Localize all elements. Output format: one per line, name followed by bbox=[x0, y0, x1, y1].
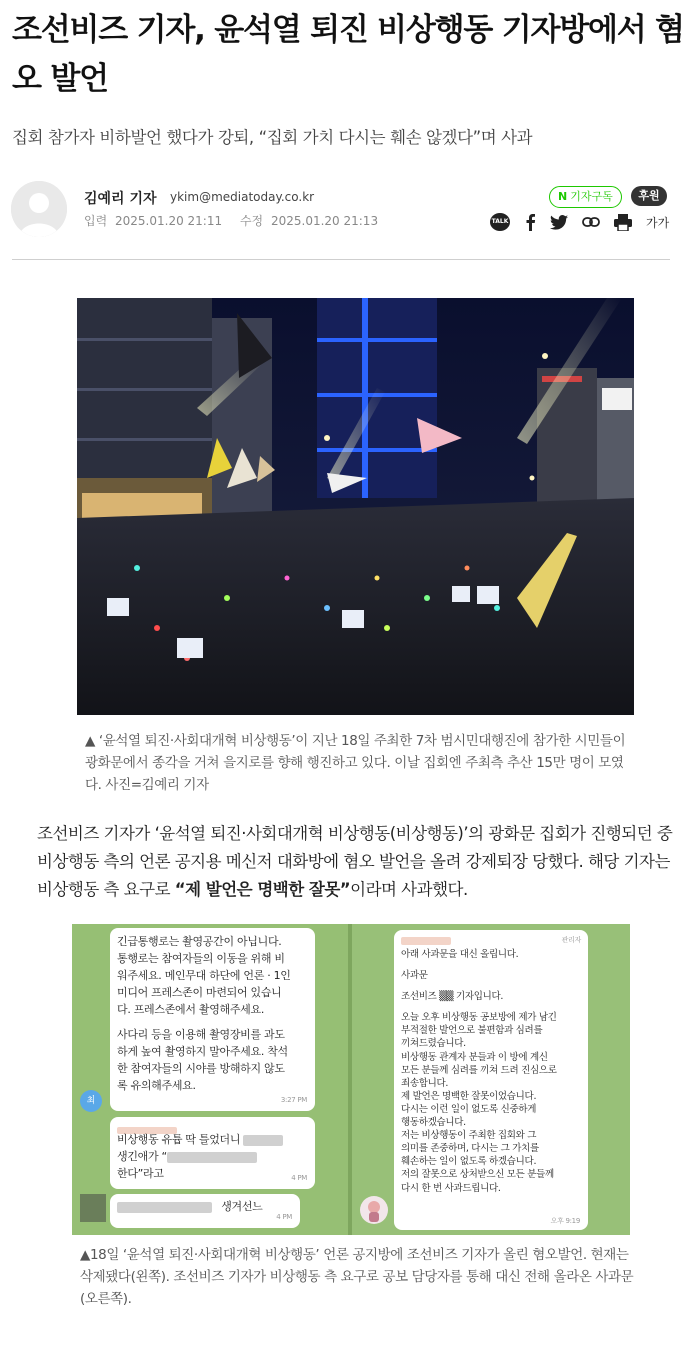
article-subheadline: 집회 참가자 비하발언 했다가 강퇴, “집회 가치 다시는 훼손 않겠다”며 사과 bbox=[12, 128, 533, 147]
apology-line: 훼손하는 일이 없도록 하겠습니다. bbox=[401, 1156, 537, 1168]
subscribe-label: 기자구독 bbox=[570, 190, 613, 203]
twitter-icon[interactable] bbox=[550, 215, 568, 230]
body-quote-bold: “제 발언은 명백한 잘못” bbox=[174, 880, 351, 899]
chat-left-panel bbox=[72, 924, 348, 1235]
input-date: 2025.01.20 21:11 bbox=[115, 214, 223, 228]
body-text-part1: 조선비즈 기자가 ‘윤석열 퇴진·사회대개혁 비상행동(비상행동)’의 광화문 집회가 진행되던 중 비상행동 측의 언론 공지용 메신저 대화방에 혐오 발언을 올려 강제퇴장 당했다. 해당 기자는 비상행동 측 요구로 bbox=[37, 824, 673, 899]
default-avatar-icon bbox=[11, 181, 67, 237]
apology-line: 오늘 오후 비상행동 공보방에 제가 남긴 bbox=[401, 1012, 557, 1024]
sender-avatar bbox=[80, 1090, 102, 1112]
message-line: 생긴애가 “ bbox=[117, 1150, 167, 1163]
apology-line: 죄송합니다. bbox=[401, 1077, 449, 1089]
apology-line: 저의 잘못으로 상처받으신 모든 분들께 bbox=[401, 1169, 554, 1181]
notice-line: 미디어 프레스존이 마련되어 있습니 bbox=[117, 986, 282, 999]
support-button[interactable]: 후원 bbox=[631, 186, 667, 206]
notice-line: 한 참여자들의 시야를 방해하지 않도 bbox=[117, 1062, 285, 1075]
message-text: 생겨선느 bbox=[221, 1200, 263, 1213]
body-text-part2: 이라며 사과했다. bbox=[350, 880, 468, 899]
author-name[interactable]: 김예리 기자 bbox=[84, 191, 157, 207]
chat-screenshot-photo bbox=[72, 924, 630, 1235]
apology-line: 사과문 bbox=[401, 970, 428, 982]
apology-bubble bbox=[394, 930, 588, 1230]
rally-photo-illustration bbox=[77, 298, 634, 715]
article-body-paragraph bbox=[37, 820, 673, 904]
notice-line: 다. 프레스존에서 촬영해주세요. bbox=[117, 1003, 265, 1016]
admin-label: 관리자 bbox=[561, 936, 581, 944]
notice-line: 통행로는 참여자들의 이동을 위해 비 bbox=[117, 952, 285, 965]
character-avatar-icon bbox=[360, 1196, 388, 1224]
author-email[interactable]: ykim@mediatoday.co.kr bbox=[170, 190, 315, 204]
message-line: 비상행동 유튭 딱 틀었더니 bbox=[117, 1133, 241, 1146]
hate-speech-bubble-2: 생겨선느 4 PM bbox=[110, 1194, 300, 1228]
link-icon[interactable] bbox=[582, 216, 600, 228]
modified-date: 2025.01.20 21:13 bbox=[270, 214, 379, 228]
print-icon[interactable] bbox=[614, 214, 632, 231]
notice-line: 긴급통행로는 촬영공간이 아닙니다. bbox=[117, 935, 282, 948]
modified-label: 수정 bbox=[239, 214, 264, 228]
blurred-avatar bbox=[80, 1194, 106, 1222]
apology-line: 아래 사과문을 대신 올립니다. bbox=[401, 949, 519, 960]
rally-photo bbox=[77, 298, 634, 715]
notice-line: 사다리 등을 이용해 촬영장비를 과도 bbox=[117, 1028, 285, 1041]
apology-line: 모든 분들께 심려를 끼쳐 드려 진심으로 bbox=[401, 1064, 557, 1076]
header-divider bbox=[12, 259, 670, 260]
hate-speech-bubble: 비상행동 유튭 딱 틀었더니 생긴애가 “ 한다”라고 4 PM bbox=[110, 1117, 315, 1189]
share-toolbar bbox=[490, 210, 669, 234]
apology-line: 행동하겠습니다. bbox=[401, 1117, 466, 1129]
apology-line: 다시는 이런 일이 없도록 신중하게 bbox=[401, 1103, 537, 1115]
apology-line: 저는 비상행동이 주최한 집회와 그 bbox=[401, 1130, 537, 1142]
article-dates bbox=[84, 212, 382, 229]
notice-line: 워주세요. 메인무대 하단에 언론 · 1인 bbox=[117, 969, 291, 982]
subscribe-reporter-button[interactable] bbox=[549, 186, 622, 208]
photo1-caption: ▲ ‘윤석열 퇴진·사회대개혁 비상행동’이 지난 18일 주최한 7차 범시민대행진에 참가한 시민들이 광화문에서 종각을 거쳐 을지로를 향해 행진하고 있다. 이날 집회엔 주최측 추산 15만 명이 모였다. 사진=김예리 기자 bbox=[85, 733, 626, 793]
admin-avatar bbox=[360, 1196, 388, 1224]
apology-line: 의미를 존중하며, 다시는 그 가치를 bbox=[401, 1143, 539, 1155]
facebook-icon[interactable] bbox=[524, 213, 536, 231]
author-avatar[interactable] bbox=[11, 181, 67, 237]
article-headline: 조선비즈 기자, 윤석열 퇴진 비상행동 기자방에서 혐오 발언 bbox=[12, 12, 684, 97]
message-time: 오후 9:19 bbox=[550, 1216, 580, 1225]
chat-right-panel bbox=[352, 924, 630, 1235]
apology-line: 비상행동 관계자 분들과 이 방에 계신 bbox=[401, 1051, 548, 1063]
message-time: 4 bbox=[291, 1174, 296, 1182]
kakaotalk-icon[interactable]: TALK bbox=[490, 213, 510, 231]
message-time: 4 bbox=[276, 1213, 281, 1221]
font-size-icon[interactable]: 가가 bbox=[646, 215, 670, 230]
apology-line: 조선비즈 ▒▒ 기자입니다. bbox=[401, 991, 504, 1003]
naver-n-icon: N bbox=[558, 190, 568, 203]
notice-line: 하게 높여 촬영하지 말아주세요. 착석 bbox=[117, 1045, 288, 1058]
apology-line: 끼쳐드렸습니다. bbox=[401, 1038, 466, 1050]
apology-line: 다시 한 번 사과드립니다. bbox=[401, 1182, 501, 1194]
photo2-caption: ▲18일 ‘윤석열 퇴진·사회대개혁 비상행동’ 언론 공지방에 조선비즈 기자가 올린 혐오발언. 현재는 삭제됐다(왼쪽). 조선비즈 기자가 비상행동 측 요구로 공보 담당자를 통해 대신 전해 올라온 사과문(오른쪽). bbox=[80, 1247, 634, 1307]
apology-line: 제 발언은 명백한 잘못이었습니다. bbox=[401, 1090, 537, 1102]
notice-bubble bbox=[110, 928, 315, 1111]
input-label: 입력 bbox=[84, 214, 108, 228]
apology-line: 부적절한 발언으로 불편함과 심려를 bbox=[401, 1025, 543, 1037]
message-time: 3:27 PM bbox=[280, 1096, 307, 1104]
notice-line: 록 유의해주세요. bbox=[117, 1079, 196, 1092]
sender-initial: 최 bbox=[86, 1096, 96, 1106]
message-line: 한다”라고 bbox=[117, 1167, 164, 1180]
